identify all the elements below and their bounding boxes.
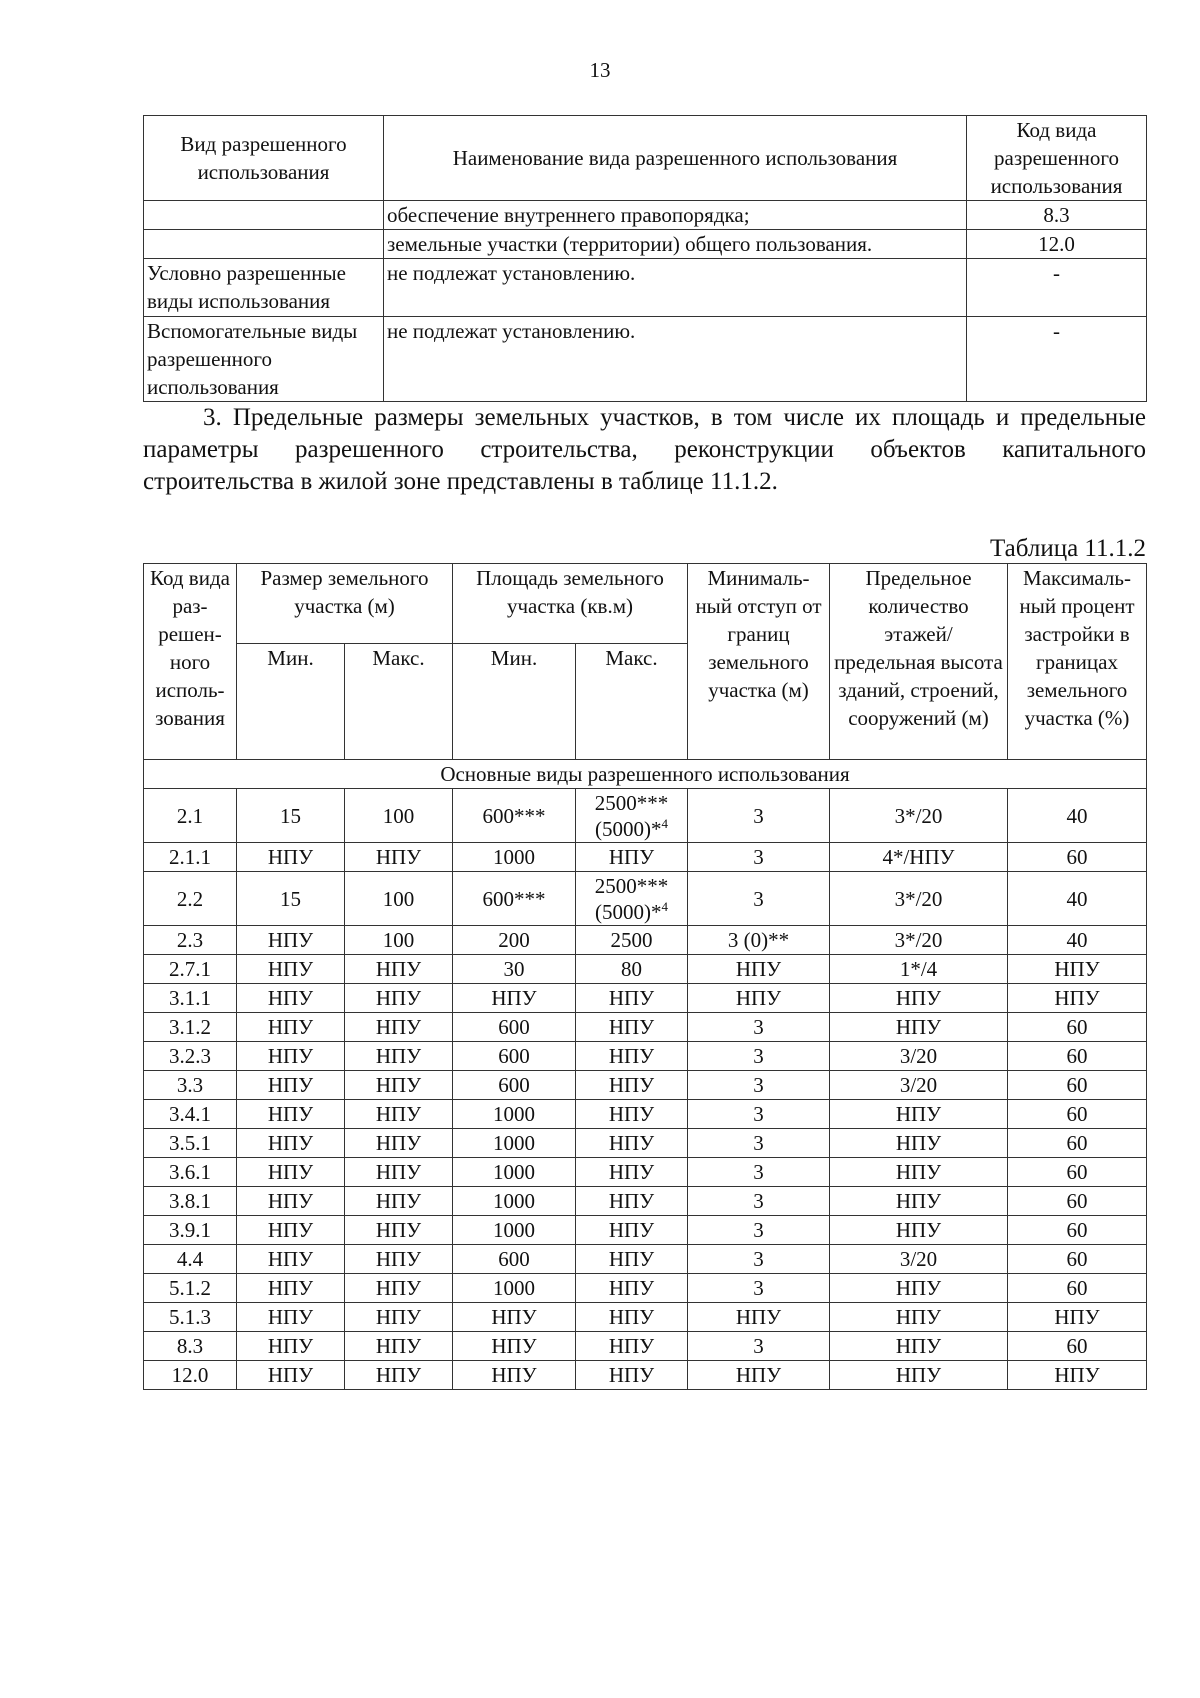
table-row: [144, 1216, 1147, 1245]
area-min-cell: 600: [453, 1245, 576, 1274]
size-min-cell: НПУ: [237, 1216, 345, 1245]
code-cell: 2.1: [144, 789, 237, 843]
area-min-cell: 1000: [453, 843, 576, 872]
code-cell: 3.8.1: [144, 1187, 237, 1216]
size-max-cell: НПУ: [345, 1100, 453, 1129]
setback-cell: 3: [688, 1158, 830, 1187]
floors-cell: НПУ: [830, 1332, 1008, 1361]
area-min-cell: НПУ: [453, 1303, 576, 1332]
area-min-cell: 600***: [453, 789, 576, 843]
area-max-cell: [576, 872, 688, 926]
area-max-cell: НПУ: [576, 1013, 688, 1042]
table-row: [144, 789, 1147, 843]
area-max-note-text: (5000)*: [595, 899, 662, 924]
coverage-cell: 60: [1008, 1245, 1147, 1274]
coverage-cell: 60: [1008, 1332, 1147, 1361]
code-cell: 3.1.1: [144, 984, 237, 1013]
setback-cell: 3 (0)**: [688, 926, 830, 955]
table-row: [144, 259, 1147, 317]
floors-cell: НПУ: [830, 1303, 1008, 1332]
area-min-cell: 600: [453, 1013, 576, 1042]
use-name-cell: не подлежат установлению.: [384, 259, 967, 317]
size-min-cell: НПУ: [237, 955, 345, 984]
header-area-min: Мин.: [453, 644, 576, 760]
setback-cell: 3: [688, 789, 830, 843]
floors-cell: НПУ: [830, 1013, 1008, 1042]
table-row: [144, 843, 1147, 872]
code-cell: 8.3: [144, 1332, 237, 1361]
setback-cell: НПУ: [688, 984, 830, 1013]
area-max-cell: НПУ: [576, 1071, 688, 1100]
area-max-cell: НПУ: [576, 1187, 688, 1216]
use-kind-cell: Вспомогательные виды разрешенного использования: [144, 317, 384, 402]
coverage-cell: 60: [1008, 1129, 1147, 1158]
setback-cell: 3: [688, 1187, 830, 1216]
use-code-cell: -: [967, 259, 1147, 317]
table-row: [144, 1245, 1147, 1274]
area-min-cell: НПУ: [453, 1361, 576, 1390]
header-use-name: Наименование вида разрешенного использования: [384, 116, 967, 201]
coverage-cell: НПУ: [1008, 1361, 1147, 1390]
size-max-cell: НПУ: [345, 1332, 453, 1361]
floors-cell: 3/20: [830, 1245, 1008, 1274]
area-max-cell: 2500: [576, 926, 688, 955]
size-min-cell: НПУ: [237, 1013, 345, 1042]
setback-cell: 3: [688, 843, 830, 872]
code-cell: 3.9.1: [144, 1216, 237, 1245]
coverage-cell: 60: [1008, 1216, 1147, 1245]
footnote-mark: 4: [661, 898, 668, 914]
use-name-cell: не подлежат установлению.: [384, 317, 967, 402]
area-min-cell: 1000: [453, 1158, 576, 1187]
use-name-cell: обеспечение внутреннего правопорядка;: [384, 201, 967, 230]
use-code-cell: 8.3: [967, 201, 1147, 230]
floors-cell: НПУ: [830, 1129, 1008, 1158]
floors-cell: 4*/НПУ: [830, 843, 1008, 872]
area-max-cell: НПУ: [576, 1361, 688, 1390]
area-min-cell: 1000: [453, 1216, 576, 1245]
size-min-cell: НПУ: [237, 1187, 345, 1216]
size-min-cell: НПУ: [237, 926, 345, 955]
area-max-note-text: (5000)*: [595, 816, 662, 841]
size-max-cell: НПУ: [345, 1274, 453, 1303]
area-max-cell: НПУ: [576, 1274, 688, 1303]
size-min-cell: НПУ: [237, 1245, 345, 1274]
table-row: [144, 1361, 1147, 1390]
use-code-cell: 12.0: [967, 230, 1147, 259]
size-min-cell: НПУ: [237, 984, 345, 1013]
footnote-mark: 4: [661, 815, 668, 831]
area-min-cell: 1000: [453, 1100, 576, 1129]
header-plot-size: Размер земельного участка (м): [237, 564, 453, 644]
coverage-cell: НПУ: [1008, 955, 1147, 984]
setback-cell: 3: [688, 1216, 830, 1245]
area-max-cell: НПУ: [576, 1216, 688, 1245]
header-coverage: Максималь-ный процент застройки в границах земельного участка (%): [1008, 564, 1147, 760]
code-cell: 3.1.2: [144, 1013, 237, 1042]
area-max-cell: НПУ: [576, 1245, 688, 1274]
header-code: Код вида раз-решен-ного исполь-зования: [144, 564, 237, 760]
table-row: [144, 1274, 1147, 1303]
table-caption: Таблица 11.1.2: [990, 535, 1146, 562]
area-min-cell: 600: [453, 1071, 576, 1100]
size-min-cell: НПУ: [237, 1042, 345, 1071]
size-max-cell: НПУ: [345, 1042, 453, 1071]
size-max-cell: 100: [345, 872, 453, 926]
section-row: [144, 760, 1147, 789]
area-max-cell: НПУ: [576, 1100, 688, 1129]
table-row: [144, 1303, 1147, 1332]
size-min-cell: НПУ: [237, 1158, 345, 1187]
code-cell: 2.1.1: [144, 843, 237, 872]
use-kind-cell: Условно разрешенные виды использования: [144, 259, 384, 317]
code-cell: 2.2: [144, 872, 237, 926]
size-max-cell: НПУ: [345, 955, 453, 984]
area-max-cell: НПУ: [576, 984, 688, 1013]
size-min-cell: НПУ: [237, 1129, 345, 1158]
size-min-cell: НПУ: [237, 843, 345, 872]
area-min-cell: 30: [453, 955, 576, 984]
coverage-cell: 60: [1008, 843, 1147, 872]
setback-cell: 3: [688, 1245, 830, 1274]
area-min-cell: 600: [453, 1042, 576, 1071]
size-max-cell: НПУ: [345, 1303, 453, 1332]
coverage-cell: 40: [1008, 789, 1147, 843]
area-max-cell: НПУ: [576, 1129, 688, 1158]
setback-cell: 3: [688, 1274, 830, 1303]
floors-cell: НПУ: [830, 1158, 1008, 1187]
size-min-cell: НПУ: [237, 1303, 345, 1332]
setback-cell: 3: [688, 1129, 830, 1158]
area-max-cell: НПУ: [576, 1158, 688, 1187]
header-floors-height: Предельное количество этажей/ предельная высота зданий, строений, сооружений (м): [830, 564, 1008, 760]
floors-cell: 3*/20: [830, 926, 1008, 955]
coverage-cell: НПУ: [1008, 984, 1147, 1013]
size-min-cell: 15: [237, 789, 345, 843]
size-min-cell: НПУ: [237, 1332, 345, 1361]
code-cell: 5.1.3: [144, 1303, 237, 1332]
setback-cell: 3: [688, 872, 830, 926]
area-min-cell: НПУ: [453, 984, 576, 1013]
land-use-types-table: [143, 115, 1147, 402]
table-row: [144, 984, 1147, 1013]
code-cell: 3.3: [144, 1071, 237, 1100]
coverage-cell: 60: [1008, 1187, 1147, 1216]
size-max-cell: НПУ: [345, 1158, 453, 1187]
size-min-cell: НПУ: [237, 1100, 345, 1129]
header-use-kind: Вид разрешенного использования: [144, 116, 384, 201]
table-row: [144, 1013, 1147, 1042]
coverage-cell: 60: [1008, 1274, 1147, 1303]
floors-cell: НПУ: [830, 1187, 1008, 1216]
area-min-cell: 200: [453, 926, 576, 955]
size-max-cell: НПУ: [345, 984, 453, 1013]
table-row: [144, 1129, 1147, 1158]
table-row: [144, 1187, 1147, 1216]
area-max-cell: НПУ: [576, 843, 688, 872]
size-max-cell: 100: [345, 789, 453, 843]
table-row: [144, 1071, 1147, 1100]
header-area-max: Макс.: [576, 644, 688, 760]
code-cell: 3.5.1: [144, 1129, 237, 1158]
code-cell: 2.3: [144, 926, 237, 955]
setback-cell: НПУ: [688, 1361, 830, 1390]
area-max-note: [578, 816, 685, 842]
area-max-cell: 80: [576, 955, 688, 984]
table-row: [144, 1100, 1147, 1129]
coverage-cell: 60: [1008, 1100, 1147, 1129]
table-row: [144, 1332, 1147, 1361]
floors-cell: НПУ: [830, 1274, 1008, 1303]
code-cell: 4.4: [144, 1245, 237, 1274]
floors-cell: НПУ: [830, 984, 1008, 1013]
header-size-min: Мин.: [237, 644, 345, 760]
use-kind-cell: [144, 230, 384, 259]
table-row: [144, 1158, 1147, 1187]
size-max-cell: НПУ: [345, 1216, 453, 1245]
area-max-cell: НПУ: [576, 1042, 688, 1071]
use-kind-cell: [144, 201, 384, 230]
coverage-cell: 60: [1008, 1158, 1147, 1187]
size-max-cell: НПУ: [345, 1071, 453, 1100]
size-max-cell: НПУ: [345, 1129, 453, 1158]
coverage-cell: НПУ: [1008, 1303, 1147, 1332]
floors-cell: 3*/20: [830, 872, 1008, 926]
setback-cell: НПУ: [688, 955, 830, 984]
code-cell: 2.7.1: [144, 955, 237, 984]
size-min-cell: НПУ: [237, 1071, 345, 1100]
area-min-cell: 1000: [453, 1187, 576, 1216]
floors-cell: НПУ: [830, 1100, 1008, 1129]
area-min-cell: НПУ: [453, 1332, 576, 1361]
table-row: [144, 872, 1147, 926]
floors-cell: 3*/20: [830, 789, 1008, 843]
coverage-cell: 60: [1008, 1071, 1147, 1100]
coverage-cell: 40: [1008, 926, 1147, 955]
code-cell: 3.2.3: [144, 1042, 237, 1071]
floors-cell: НПУ: [830, 1216, 1008, 1245]
setback-cell: 3: [688, 1042, 830, 1071]
area-max-cell: НПУ: [576, 1332, 688, 1361]
area-max-note: [578, 899, 685, 925]
size-min-cell: НПУ: [237, 1361, 345, 1390]
header-plot-area: Площадь земельного участка (кв.м): [453, 564, 688, 644]
table-row: [144, 201, 1147, 230]
coverage-cell: 60: [1008, 1042, 1147, 1071]
setback-cell: 3: [688, 1332, 830, 1361]
area-max-cell: [576, 789, 688, 843]
table-row: [144, 317, 1147, 402]
setback-cell: 3: [688, 1013, 830, 1042]
land-plot-limits-table: [143, 563, 1147, 1390]
setback-cell: НПУ: [688, 1303, 830, 1332]
code-cell: 3.6.1: [144, 1158, 237, 1187]
floors-cell: 3/20: [830, 1071, 1008, 1100]
floors-cell: 3/20: [830, 1042, 1008, 1071]
section-title: Основные виды разрешенного использования: [144, 760, 1147, 789]
size-max-cell: 100: [345, 926, 453, 955]
header-setback: Минималь-ный отступ от границ земельного участка (м): [688, 564, 830, 760]
setback-cell: 3: [688, 1071, 830, 1100]
area-max-value: 2500***: [594, 790, 669, 815]
size-max-cell: НПУ: [345, 1361, 453, 1390]
area-max-cell: НПУ: [576, 1303, 688, 1332]
table-row: [144, 955, 1147, 984]
size-max-cell: НПУ: [345, 1187, 453, 1216]
size-max-cell: НПУ: [345, 1245, 453, 1274]
body-paragraph: 3. Предельные размеры земельных участков, в том числе их площадь и предельные параметры разрешенного строительства, реконструкции объектов капитального строительства в жилой зоне представлены в таблице 11.1.2.: [143, 404, 1146, 495]
area-min-cell: 1000: [453, 1274, 576, 1303]
table-row: [144, 926, 1147, 955]
code-cell: 5.1.2: [144, 1274, 237, 1303]
floors-cell: 1*/4: [830, 955, 1008, 984]
size-max-cell: НПУ: [345, 843, 453, 872]
code-cell: 3.4.1: [144, 1100, 237, 1129]
floors-cell: НПУ: [830, 1361, 1008, 1390]
use-name-cell: земельные участки (территории) общего пользования.: [384, 230, 967, 259]
area-min-cell: 1000: [453, 1129, 576, 1158]
header-size-max: Макс.: [345, 644, 453, 760]
use-code-cell: -: [967, 317, 1147, 402]
setback-cell: 3: [688, 1100, 830, 1129]
table-row: [144, 230, 1147, 259]
code-cell: 12.0: [144, 1361, 237, 1390]
size-max-cell: НПУ: [345, 1013, 453, 1042]
table-row: [144, 1042, 1147, 1071]
coverage-cell: 60: [1008, 1013, 1147, 1042]
area-max-value: 2500***: [594, 873, 669, 898]
page-number: 13: [589, 58, 611, 82]
size-min-cell: НПУ: [237, 1274, 345, 1303]
area-min-cell: 600***: [453, 872, 576, 926]
coverage-cell: 40: [1008, 872, 1147, 926]
size-min-cell: 15: [237, 872, 345, 926]
header-use-code: Код вида разрешенного использования: [967, 116, 1147, 201]
